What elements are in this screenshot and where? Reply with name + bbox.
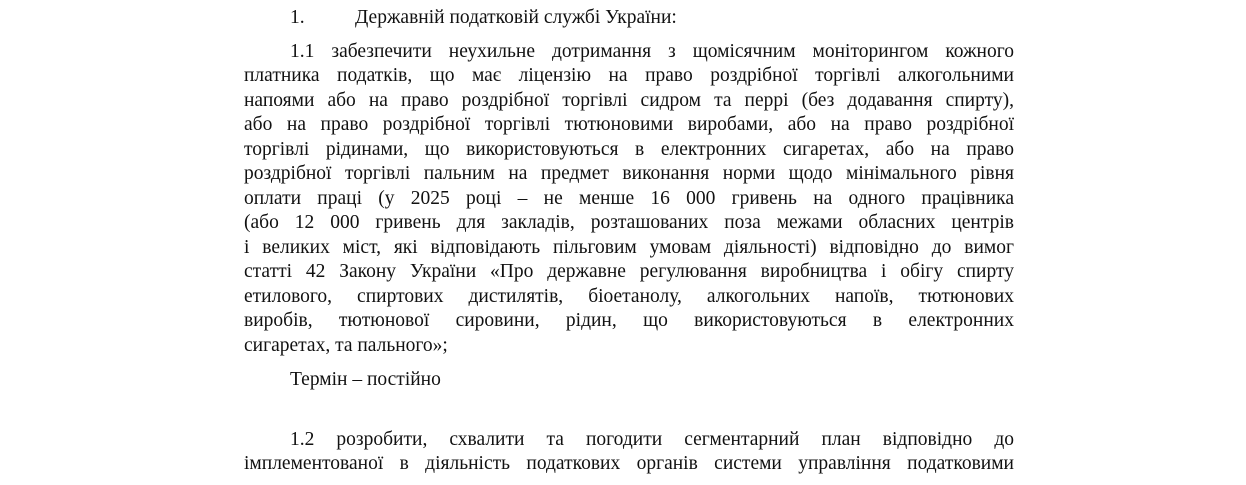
- paragraph-line: (або 12 000 гривень для закладів, розташованих поза межами обласних центрів: [244, 212, 1014, 233]
- section-number: 1.: [290, 7, 305, 28]
- paragraph-line: оплати праці (у 2025 році – не менше 16 000 гривень на одного працівника: [244, 187, 1014, 209]
- paragraph-line: роздрібної торгівлі пальним на предмет виконання норми щодо мінімального рівня: [244, 163, 1014, 184]
- paragraph-line: торгівлі рідинами, що використовуються в електронних сигаретах, або на право: [244, 138, 1014, 160]
- paragraph-line: і великих міст, які відповідають пільговим умовам діяльності) відповідно до вимог: [244, 236, 1014, 258]
- deadline-term: Термін – постійно: [290, 369, 441, 390]
- section-title: Державній податковій службі України:: [355, 7, 677, 28]
- paragraph-line: або на право роздрібної торгівлі тютюновими виробами, або на право роздрібної: [244, 114, 1014, 135]
- paragraph-line: платника податків, що має ліцензію на право роздрібної торгівлі алкогольними: [244, 65, 1014, 86]
- paragraph-line: 1.1 забезпечити неухильне дотримання з щомісячним моніторингом кожного: [290, 40, 1014, 62]
- paragraph-1-2: [244, 428, 1014, 477]
- paragraph-line: 1.2 розробити, схвалити та погодити сегментарний план відповідно до: [290, 428, 1014, 450]
- paragraph-line: статті 42 Закону України «Про державне регулювання виробництва і обігу спирту: [244, 261, 1014, 282]
- paragraph-line: напоями або на право роздрібної торгівлі сидром та перрі (без додавання спирту),: [244, 89, 1014, 111]
- paragraph-line: виробів, тютюнової сировини, рідин, що використовуються в електронних: [244, 310, 1014, 331]
- paragraph-1-1: [244, 40, 1014, 359]
- section-heading: [244, 6, 1014, 31]
- document-page: [244, 6, 1014, 477]
- paragraph-line: сигаретах, та пального»;: [244, 334, 448, 356]
- paragraph-line: імплементованої в діяльність податкових органів системи управління податковими: [244, 453, 1014, 474]
- paragraph-line: етилового, спиртових дистилятів, біоетанолу, алкогольних напоїв, тютюнових: [244, 285, 1014, 307]
